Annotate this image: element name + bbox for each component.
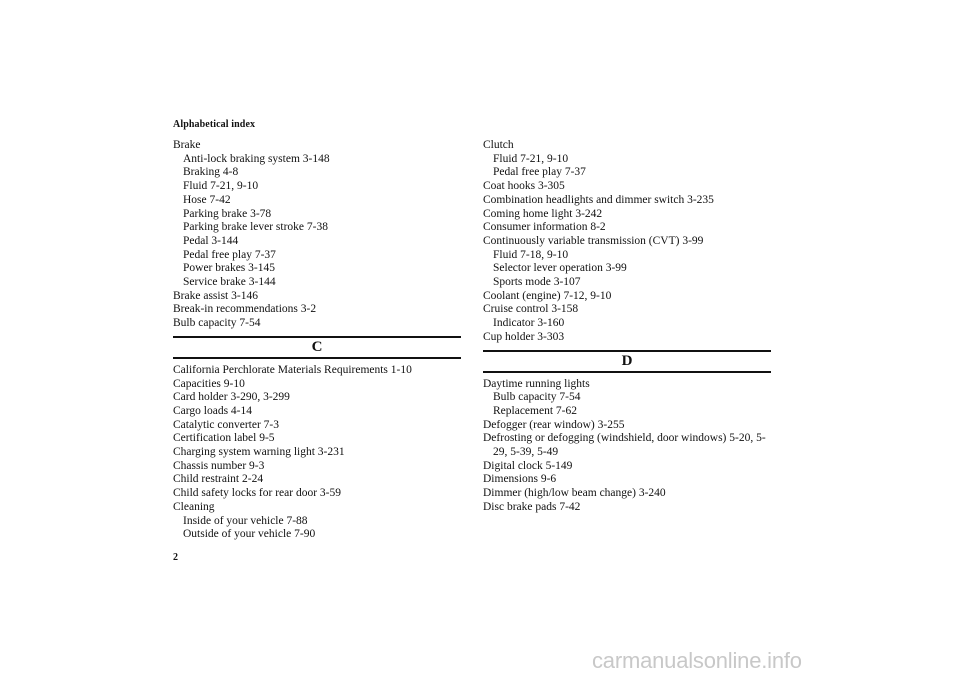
index-subentry: Bulb capacity 7-54 (493, 391, 581, 404)
index-column-left (173, 139, 461, 542)
index-entry: Cleaning (173, 500, 215, 513)
index-entry: Certification label 9-5 (173, 432, 275, 445)
section-letter-d: D (483, 350, 771, 373)
index-entry: Card holder 3-290, 3-299 (173, 391, 290, 404)
index-entry: Catalytic converter 7-3 (173, 418, 280, 431)
index-subentry: Selector lever operation 3-99 (493, 262, 627, 275)
index-entry: Coming home light 3-242 (483, 207, 603, 220)
index-entry: Defrosting or defogging (windshield, door windows) 5-20, 5- (483, 432, 766, 445)
index-entry: Chassis number 9-3 (173, 459, 265, 472)
index-subentry: 29, 5-39, 5-49 (493, 446, 559, 459)
index-subentry: Outside of your vehicle 7-90 (183, 528, 316, 541)
c-entries (173, 364, 461, 542)
index-entry: Break-in recommendations 3-2 (173, 303, 317, 316)
index-entry: Defogger (rear window) 3-255 (483, 418, 625, 431)
index-subentry: Braking 4-8 (183, 166, 239, 179)
index-subentry: Service brake 3-144 (183, 276, 276, 289)
index-subentry: Replacement 7-62 (493, 404, 577, 417)
index-entry: Disc brake pads 7-42 (483, 500, 581, 513)
index-entry: Combination headlights and dimmer switch 3-235 (483, 193, 714, 206)
index-subentry: Inside of your vehicle 7-88 (183, 514, 308, 527)
index-entry: Child safety locks for rear door 3-59 (173, 487, 341, 500)
watermark: carmanualsonline.info (592, 648, 802, 673)
index-subentry: Pedal free play 7-37 (493, 166, 586, 179)
index-subentry: Anti-lock braking system 3-148 (183, 152, 330, 165)
index-entry: Daytime running lights (483, 377, 590, 390)
index-subentry: Power brakes 3-145 (183, 262, 275, 275)
index-entry: Brake assist 3-146 (173, 289, 258, 302)
index-subentry: Fluid 7-21, 9-10 (493, 152, 569, 165)
index-entry: Clutch (483, 139, 514, 151)
index-entry: Consumer information 8-2 (483, 221, 606, 234)
index-subentry: Parking brake lever stroke 7-38 (183, 221, 328, 234)
index-column-right (483, 139, 771, 515)
index-subentry: Pedal 3-144 (183, 234, 239, 247)
index-entry: Cruise control 3-158 (483, 303, 579, 316)
index-entry: Dimensions 9-6 (483, 473, 557, 486)
index-entry: Brake (173, 139, 201, 151)
index-entry: Coolant (engine) 7-12, 9-10 (483, 289, 612, 302)
index-subentry: Hose 7-42 (183, 193, 231, 206)
index-subentry: Parking brake 3-78 (183, 207, 272, 220)
b-entries (173, 139, 461, 331)
index-subentry: Sports mode 3-107 (493, 276, 581, 289)
index-entry: Continuously variable transmission (CVT) 3-99 (483, 234, 704, 247)
index-entry: Charging system warning light 3-231 (173, 446, 345, 459)
index-subentry: Fluid 7-18, 9-10 (493, 248, 569, 261)
index-entry: Capacities 9-10 (173, 377, 245, 390)
index-entry: Child restraint 2-24 (173, 473, 264, 486)
index-subentry: Fluid 7-21, 9-10 (183, 180, 259, 193)
d-entries (483, 378, 771, 515)
index-subentry: Indicator 3-160 (493, 317, 565, 330)
page-header: Alphabetical index (173, 119, 256, 130)
index-entry: Cup holder 3-303 (483, 330, 565, 343)
index-subentry: Pedal free play 7-37 (183, 248, 276, 261)
c-entries-continued (483, 139, 771, 345)
index-entry: Digital clock 5-149 (483, 459, 573, 472)
index-entry: California Perchlorate Materials Requirements 1-10 (173, 363, 412, 376)
index-entry: Bulb capacity 7-54 (173, 317, 261, 330)
index-entry: Coat hooks 3-305 (483, 180, 565, 193)
page-number: 2 (173, 552, 178, 563)
index-entry: Cargo loads 4-14 (173, 404, 253, 417)
index-entry: Dimmer (high/low beam change) 3-240 (483, 487, 666, 500)
section-letter-c: C (173, 336, 461, 359)
